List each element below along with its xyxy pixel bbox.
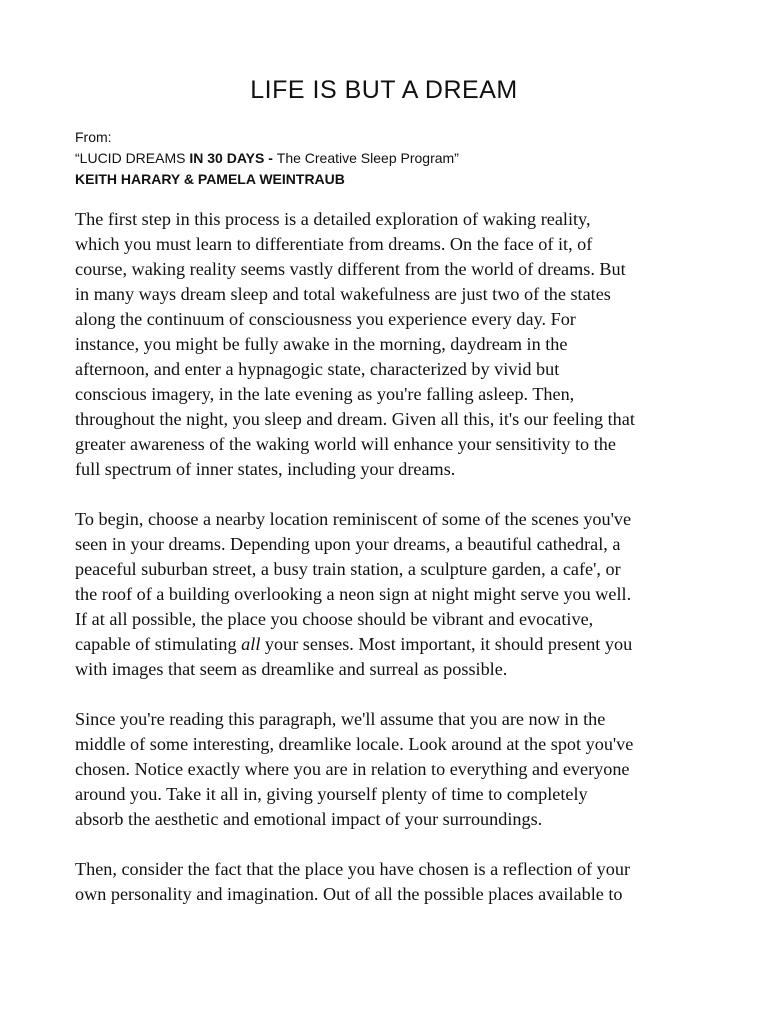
body-text bbox=[75, 207, 697, 932]
paragraph-2 bbox=[75, 507, 697, 682]
from-label: From: bbox=[75, 129, 112, 145]
paragraph-4 bbox=[75, 857, 697, 907]
paragraph-line: conscious imagery, in the late evening as you're falling asleep. Then, bbox=[75, 384, 575, 404]
book-title-prefix: LUCID DREAMS bbox=[79, 150, 190, 166]
paragraph-line: seen in your dreams. Depending upon your dreams, a beautiful cathedral, a bbox=[75, 534, 621, 554]
paragraph-line: along the continuum of consciousness you experience every day. For bbox=[75, 309, 576, 329]
paragraph-line: greater awareness of the waking world will enhance your sensitivity to the bbox=[75, 434, 616, 454]
close-quote: ” bbox=[454, 150, 459, 166]
source-citation bbox=[75, 127, 459, 190]
emphasized-word: all bbox=[241, 634, 261, 654]
book-title-suffix: The Creative Sleep Program bbox=[276, 150, 455, 166]
paragraph-line: The first step in this process is a detailed exploration of waking reality, bbox=[75, 209, 591, 229]
open-quote: “ bbox=[75, 150, 80, 166]
paragraph-line: full spectrum of inner states, including your dreams. bbox=[75, 459, 456, 479]
paragraph-line: throughout the night, you sleep and dream. Given all this, it's our feeling that bbox=[75, 409, 635, 429]
paragraph-line: own personality and imagination. Out of all the possible places available to bbox=[75, 884, 623, 904]
paragraph-line: absorb the aesthetic and emotional impact of your surroundings. bbox=[75, 809, 543, 829]
paragraph-line: in many ways dream sleep and total wakefulness are just two of the states bbox=[75, 284, 611, 304]
paragraph-line: with images that seem as dreamlike and surreal as possible. bbox=[75, 659, 508, 679]
paragraph-1 bbox=[75, 207, 697, 482]
book-title bbox=[75, 148, 459, 169]
paragraph-line-italic bbox=[75, 632, 697, 657]
paragraph-line: To begin, choose a nearby location reminiscent of some of the scenes you've bbox=[75, 509, 632, 529]
authors bbox=[75, 169, 459, 190]
paragraph-line: Since you're reading this paragraph, we'll assume that you are now in the bbox=[75, 709, 606, 729]
paragraph-line: which you must learn to differentiate from dreams. On the face of it, of bbox=[75, 234, 593, 254]
paragraph-line: Then, consider the fact that the place you have chosen is a reflection of your bbox=[75, 859, 631, 879]
paragraph-line: the roof of a building overlooking a neon sign at night might serve you well. bbox=[75, 584, 632, 604]
paragraph-line: around you. Take it all in, giving yourself plenty of time to completely bbox=[75, 784, 588, 804]
paragraph-line: instance, you might be fully awake in the morning, daydream in the bbox=[75, 334, 568, 354]
paragraph-line: course, waking reality seems vastly different from the world of dreams. But bbox=[75, 259, 626, 279]
paragraph-line: chosen. Notice exactly where you are in relation to everything and everyone bbox=[75, 759, 630, 779]
paragraph-line: afternoon, and enter a hypnagogic state, characterized by vivid but bbox=[75, 359, 560, 379]
paragraph-line: If at all possible, the place you choose should be vibrant and evocative, bbox=[75, 609, 594, 629]
italic-line-before: capable of stimulating bbox=[75, 634, 242, 654]
book-title-bold: IN 30 DAYS - bbox=[189, 150, 277, 166]
paragraph-3 bbox=[75, 707, 697, 832]
page-title: LIFE IS BUT A DREAM bbox=[250, 76, 518, 104]
paragraph-line: peaceful suburban street, a busy train station, a sculpture garden, a cafe', or bbox=[75, 559, 621, 579]
paragraph-line: middle of some interesting, dreamlike locale. Look around at the spot you've bbox=[75, 734, 634, 754]
italic-line-after: your senses. Most important, it should present you bbox=[260, 634, 633, 654]
authors-text: KEITH HARARY & PAMELA WEINTRAUB bbox=[75, 171, 345, 187]
